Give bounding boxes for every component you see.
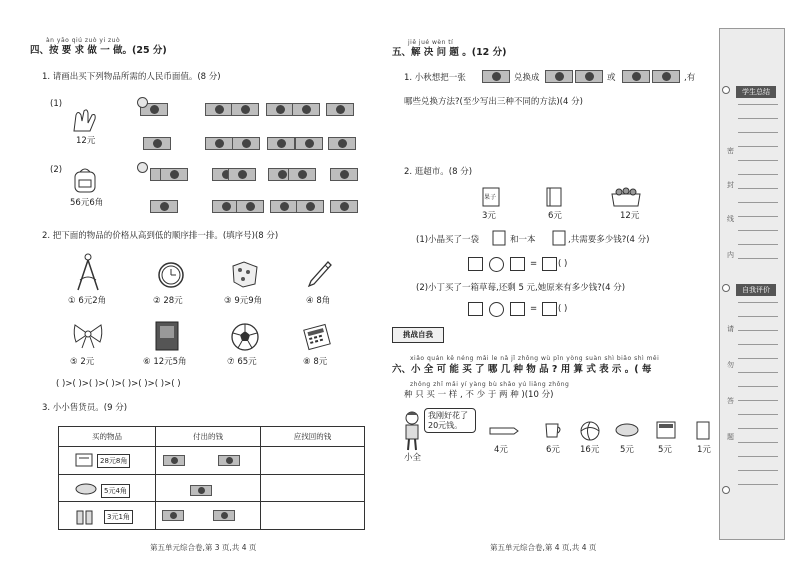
money-bill bbox=[330, 200, 358, 213]
speech-bubble: 我刚好花了20元钱。 bbox=[424, 408, 476, 433]
r-q2-1-a: (1)小晶买了一袋 bbox=[416, 235, 480, 245]
shop-price: 6元 bbox=[546, 445, 560, 455]
shop-price: 5元 bbox=[620, 445, 634, 455]
money-bill bbox=[270, 200, 298, 213]
money-bill bbox=[326, 103, 354, 116]
money-bill bbox=[160, 168, 188, 181]
money-bill bbox=[328, 137, 356, 150]
money-bill bbox=[190, 485, 212, 496]
book-icon bbox=[154, 320, 180, 352]
soccer-ball-icon bbox=[230, 322, 260, 352]
s4-pinyin: àn yāo qiú zuò yi zuò bbox=[46, 37, 121, 44]
money-bill bbox=[218, 455, 240, 466]
money-bill bbox=[482, 70, 510, 83]
q1-2-label: (2) bbox=[50, 165, 63, 175]
q1-text: 1. 请画出买下列物品所需的人民币面值。(8 分) bbox=[42, 72, 221, 82]
kid-name: 小全 bbox=[404, 453, 422, 463]
page-footer-right: 第五单元综合卷,第 4 页,共 4 页 bbox=[490, 543, 597, 552]
notebook-icon bbox=[695, 420, 711, 442]
r-q2-text: 2. 逛超市。(8 分) bbox=[404, 167, 473, 177]
bread-icon bbox=[614, 422, 640, 438]
money-bill bbox=[213, 510, 235, 521]
calculator-icon bbox=[302, 323, 332, 351]
money-bill bbox=[288, 168, 316, 181]
backpack-icon bbox=[70, 166, 100, 194]
money-bill bbox=[545, 70, 573, 83]
pencil-icon bbox=[306, 260, 332, 288]
operator-circle[interactable] bbox=[489, 302, 504, 317]
money-coin bbox=[137, 162, 148, 173]
notebook-icon bbox=[74, 452, 94, 468]
r-q2-1-b: 和一本 bbox=[510, 235, 536, 245]
item-label-3: ③ 9元9角 bbox=[224, 296, 263, 306]
unit-paren[interactable]: ( ) bbox=[558, 304, 568, 314]
bow-icon bbox=[72, 320, 104, 350]
answer-box[interactable] bbox=[510, 302, 525, 316]
item-label-7: ⑦ 65元 bbox=[227, 357, 257, 367]
money-coin bbox=[137, 97, 148, 108]
answer-cell[interactable] bbox=[261, 447, 365, 475]
q1-1-price: 12元 bbox=[76, 136, 96, 146]
s5-pinyin: jiě jué wèn tí bbox=[408, 39, 454, 46]
answer-box[interactable] bbox=[542, 257, 557, 271]
s6-title: 六、小 全 可 能 买 了 哪 几 种 物 品 ? 用 算 式 表 示 。( 每 bbox=[392, 364, 652, 375]
answer-box[interactable] bbox=[542, 302, 557, 316]
unit-paren[interactable]: ( ) bbox=[558, 259, 568, 269]
toothpaste-icon bbox=[488, 424, 522, 438]
shop-price: 4元 bbox=[494, 445, 508, 455]
kid-icon bbox=[400, 410, 424, 452]
r-q1-b: 兑换成 bbox=[514, 73, 540, 83]
r-q2-1-c: ,共需要多少钱?(4 分) bbox=[568, 235, 650, 245]
bread-icon bbox=[74, 482, 98, 496]
table-header: 付出的钱 bbox=[156, 427, 261, 447]
item-label-5: ⑤ 2元 bbox=[70, 357, 95, 367]
item-label-2: ② 28元 bbox=[153, 296, 183, 306]
money-bill bbox=[205, 103, 233, 116]
answer-box[interactable] bbox=[468, 302, 483, 316]
item-label-1: ① 6元2角 bbox=[68, 296, 107, 306]
s6-pinyin: xiǎo quán kě néng mǎi le nǎ jǐ zhǒng wù pǐn yòng suàn shì biǎo shì měi bbox=[410, 355, 660, 362]
money-bill bbox=[162, 510, 184, 521]
money-bill bbox=[231, 103, 259, 116]
book-icon bbox=[552, 230, 566, 246]
r-q1-a: 1. 小秋想把一张 bbox=[404, 73, 466, 83]
seal-char: 请 bbox=[727, 325, 734, 333]
money-bill bbox=[143, 137, 171, 150]
money-bill bbox=[296, 200, 324, 213]
shop-price: 5元 bbox=[658, 445, 672, 455]
cloth-icon bbox=[230, 260, 260, 288]
price-strawberry: 12元 bbox=[620, 211, 640, 221]
shop-price: 16元 bbox=[580, 445, 600, 455]
seal-char: 勿 bbox=[727, 361, 734, 369]
r-q1-e: 哪些兑换方法?(至少写出三种不同的方法)(4 分) bbox=[404, 97, 583, 107]
price-book: 6元 bbox=[548, 211, 562, 221]
seal-char: 线 bbox=[727, 215, 734, 223]
book-icon bbox=[545, 186, 563, 208]
snack-bag-icon bbox=[492, 230, 506, 246]
seal-char: 答 bbox=[727, 397, 734, 405]
student-summary-label: 学生总结 bbox=[736, 86, 776, 98]
answer-box[interactable] bbox=[510, 257, 525, 271]
s5-title: 五、解 决 问 题 。(12 分) bbox=[392, 47, 507, 58]
answer-cell[interactable] bbox=[261, 474, 365, 502]
table-header: 买的物品 bbox=[59, 427, 156, 447]
money-bill bbox=[267, 137, 295, 150]
s4-title: 四、按 要 求 做 一 做。(25 分) bbox=[30, 45, 167, 56]
money-bill bbox=[266, 103, 294, 116]
money-bill bbox=[622, 70, 650, 83]
price-tag: 3元1角 bbox=[104, 510, 133, 524]
r-q1-d: ,有 bbox=[684, 73, 696, 83]
binding-hole bbox=[722, 86, 730, 94]
money-bill bbox=[330, 168, 358, 181]
binding-hole bbox=[722, 284, 730, 292]
binding-hole bbox=[722, 486, 730, 494]
seal-char: 题 bbox=[727, 433, 734, 441]
seal-char: 封 bbox=[727, 181, 734, 189]
money-bill bbox=[232, 137, 260, 150]
item-label-8: ⑧ 8元 bbox=[303, 357, 328, 367]
bottles-icon bbox=[74, 506, 96, 526]
s6-pinyin2: zhǒng zhǐ mǎi yí yàng bù shǎo yú liǎng zhǒng bbox=[410, 381, 570, 388]
money-bill bbox=[205, 137, 233, 150]
snack-label: 果子 bbox=[484, 194, 497, 201]
q1-2-price: 56元6角 bbox=[70, 198, 104, 208]
equals-sign: = bbox=[530, 304, 538, 314]
shop-price: 1元 bbox=[697, 445, 711, 455]
r-q1-c: 或 bbox=[607, 73, 616, 83]
price-snack: 3元 bbox=[482, 211, 496, 221]
challenge-badge: 挑战自我 bbox=[392, 327, 444, 343]
seal-char: 内 bbox=[727, 251, 734, 259]
page-footer-left: 第五单元综合卷,第 3 页,共 4 页 bbox=[150, 543, 257, 552]
q3-text: 3. 小小售货员。(9 分) bbox=[42, 403, 128, 413]
calculator-icon bbox=[655, 420, 677, 440]
seal-char: 密 bbox=[727, 147, 734, 155]
equals-sign: = bbox=[530, 259, 538, 269]
order-row[interactable]: ( )>( )>( )>( )>( )>( )>( )>( ) bbox=[56, 379, 181, 389]
answer-box[interactable] bbox=[468, 257, 483, 271]
compass-icon bbox=[74, 252, 102, 292]
money-bill bbox=[295, 137, 323, 150]
money-bill bbox=[575, 70, 603, 83]
money-bill bbox=[228, 168, 256, 181]
money-bill bbox=[163, 455, 185, 466]
operator-circle[interactable] bbox=[489, 257, 504, 272]
strawberry-box-icon bbox=[610, 186, 644, 208]
gloves-icon bbox=[70, 107, 100, 133]
r-q2-2: (2)小丁买了一箱草莓,还剩 5 元,她原来有多少钱?(4 分) bbox=[416, 283, 626, 293]
self-evaluation-label: 自我评价 bbox=[736, 284, 776, 296]
money-bill bbox=[652, 70, 680, 83]
money-bill bbox=[236, 200, 264, 213]
s6-title2: 种 只 买 一 样 , 不 少 于 两 种 )(10 分) bbox=[404, 390, 554, 400]
q2-text: 2. 把下面的物品的价格从高到低的顺序排一排。(填序号)(8 分) bbox=[42, 231, 279, 241]
alarm-clock-icon bbox=[155, 258, 187, 290]
price-tag: 28元8角 bbox=[97, 454, 130, 468]
price-tag: 5元4角 bbox=[101, 484, 130, 498]
answer-cell[interactable] bbox=[261, 502, 365, 530]
money-bill bbox=[292, 103, 320, 116]
cup-icon bbox=[543, 420, 563, 440]
q1-1-label: (1) bbox=[50, 99, 63, 109]
item-label-4: ④ 8角 bbox=[306, 296, 331, 306]
ball-icon bbox=[579, 420, 601, 442]
money-bill bbox=[150, 200, 178, 213]
item-label-6: ⑥ 12元5角 bbox=[143, 357, 187, 367]
table-header: 应找回的钱 bbox=[261, 427, 365, 447]
